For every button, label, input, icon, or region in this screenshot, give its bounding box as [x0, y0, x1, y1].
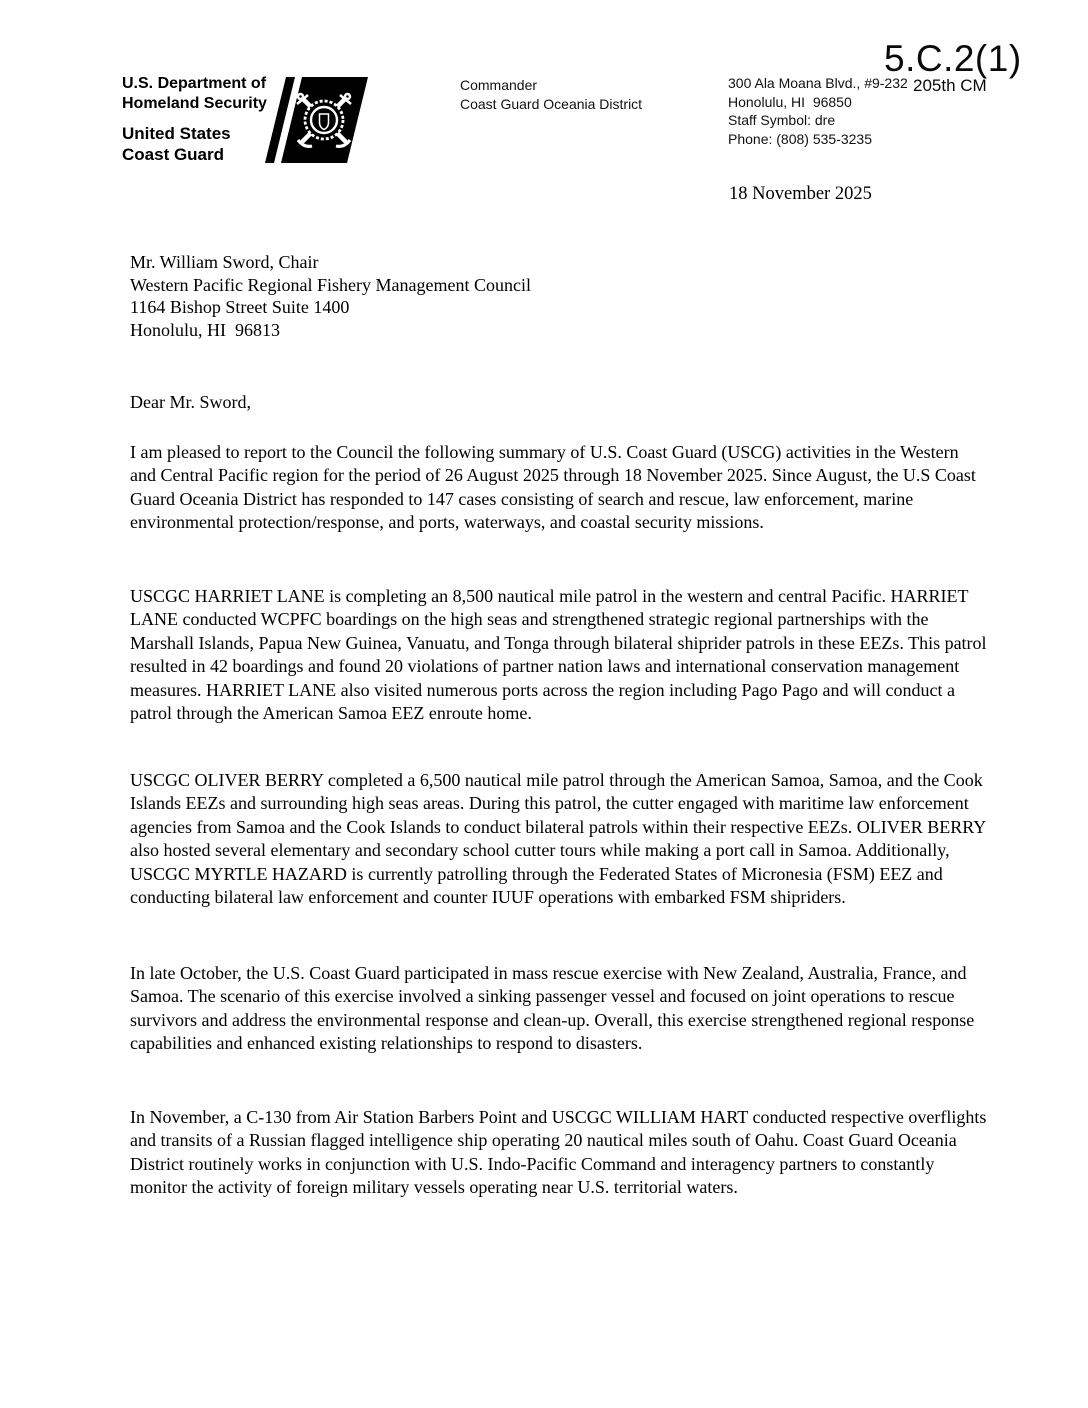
letter-date: 18 November 2025 [729, 184, 872, 204]
salutation: Dear Mr. Sword, [130, 392, 251, 412]
body-paragraph-4: In late October, the U.S. Coast Guard participated in mass rescue exercise with New Zealand, Australia, France, and Samoa. The scenario of this exercise involved a sinking passenger vessel and focused on joint operations to rescue survivors and address the environmental response and clean-up. Overall, this exercise strengthened regional response capabilities and enhanced existing relationships to respond to disasters. [130, 963, 975, 1054]
body-paragraph-5: In November, a C-130 from Air Station Barbers Point and USCGC WILLIAM HART conducted respective overflights and transits of a Russian flagged intelligence ship operating 20 nautical miles south of Oahu. Coast Guard Oceania District routinely works in conjunction with U.S. Indo-Pacific Command and interagency partners to constantly monitor the activity of foreign military vessels operating near U.S. territorial waters. [130, 1107, 987, 1198]
office-line-1: Commander [460, 77, 538, 93]
contact-phone: Phone: (808) 535-3235 [728, 130, 872, 147]
service-line-2: Coast Guard [122, 145, 225, 164]
filing-code-sub: 205th CM [913, 76, 987, 95]
contact-address-line-1: 300 Ala Moana Blvd., #9-232 [728, 75, 908, 91]
recipient-address [130, 251, 531, 341]
recipient-street: 1164 Bishop Street Suite 1400 [130, 297, 350, 318]
letterhead-office [460, 76, 642, 113]
filing-code: 5.C.2(1) [884, 38, 1022, 79]
uscg-racing-stripe-logo-icon [262, 77, 368, 168]
letterhead-department [122, 74, 267, 114]
office-line-2: Coast Guard Oceania District [460, 95, 643, 112]
contact-address-line-2: Honolulu, HI 96850 [728, 93, 852, 110]
letterhead-contact [728, 74, 908, 148]
body-paragraph-1: I am pleased to report to the Council the following summary of U.S. Coast Guard (USCG) activities in the Western and Central Pacific region for the period of 26 August 2025 through 18 November 2025. Since August, the U.S Coast Guard Oceania District has responded to 147 cases consisting of search and rescue, law enforcement, marine environmental protection/response, and ports, waterways, and coastal security missions. [130, 442, 976, 533]
recipient-name: Mr. William Sword, Chair [130, 252, 319, 272]
letterhead-service [122, 123, 231, 165]
body-paragraph-2: USCGC HARRIET LANE is completing an 8,500 nautical mile patrol in the western and central Pacific. HARRIET LANE conducted WCPFC boardings on the high seas and strengthened strategic regional partnerships with the Marshall Islands, Papua New Guinea, Vanuatu, and Tonga through bilateral shiprider patrols in these EEZs. This patrol resulted in 42 boardings and found 20 violations of partner nation laws and international conservation management measures. HARRIET LANE also visited numerous ports across the region including Pago Pago and will conduct a patrol through the American Samoa EEZ enroute home. [130, 586, 987, 724]
contact-staff-symbol: Staff Symbol: dre [728, 112, 836, 128]
recipient-city: Honolulu, HI 96813 [130, 319, 280, 340]
service-line-1: United States [122, 124, 231, 143]
department-line-2: Homeland Security [122, 95, 267, 112]
body-paragraph-3: USCGC OLIVER BERRY completed a 6,500 nautical mile patrol through the American Samoa, Samoa, and the Cook Islands EEZs and surrounding high seas areas. During this patrol, the cutter engaged with maritime law enforcement agencies from Samoa and the Cook Islands to conduct bilateral patrols within their respective EEZs. OLIVER BERRY also hosted several elementary and secondary school cutter tours while making a port call in Samoa. Additionally, USCGC MYRTLE HAZARD is currently patrolling through the Federated States of Micronesia (FSM) EEZ and conducting bilateral law enforcement and counter IUUF operations with embarked FSM shipriders. [130, 770, 986, 908]
recipient-org: Western Pacific Regional Fishery Management Council [130, 274, 531, 295]
department-line-1: U.S. Department of [122, 75, 267, 92]
